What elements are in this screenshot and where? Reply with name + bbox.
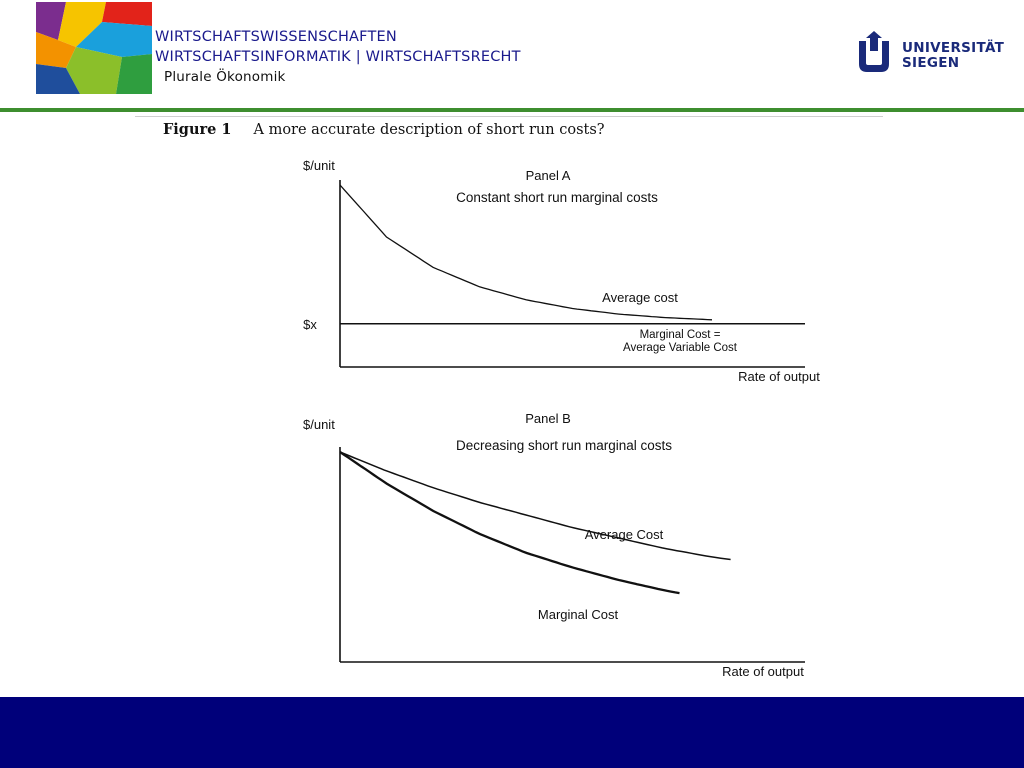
panel-title: Decreasing short run marginal costs: [455, 438, 673, 453]
x-axis-label: Rate of output: [738, 369, 820, 384]
series-line: [340, 452, 731, 560]
series-label: Marginal Cost: [537, 607, 619, 622]
series-label: Average Variable Cost: [622, 342, 738, 354]
y-tick-label: $x: [303, 317, 317, 332]
university-line-2: SIEGEN: [902, 55, 960, 71]
panel-label: Panel A: [525, 168, 571, 183]
series-label: Marginal Cost =: [639, 329, 721, 341]
faculty-line-2: WIRTSCHAFTSINFORMATIK | WIRTSCHAFTSRECHT: [155, 49, 521, 65]
y-axis-label: $/unit: [303, 417, 335, 432]
figure-label: Figure 1: [163, 121, 232, 138]
slide-footer: [0, 697, 1024, 768]
series-label: Average Cost: [584, 527, 664, 542]
university-line-1: UNIVERSITÄT: [902, 40, 1005, 56]
figure-title: A more accurate description of short run costs?: [253, 122, 605, 138]
panel-title: Constant short run marginal costs: [456, 190, 658, 205]
panel-label: Panel B: [525, 411, 571, 426]
faculty-line-1: WIRTSCHAFTSWISSENSCHAFTEN: [155, 29, 397, 45]
x-axis-label: Rate of output: [722, 664, 804, 679]
y-axis-label: $/unit: [303, 158, 335, 173]
page-subtitle: Plurale Ökonomik: [164, 69, 286, 85]
series-label: Average cost: [602, 290, 678, 305]
